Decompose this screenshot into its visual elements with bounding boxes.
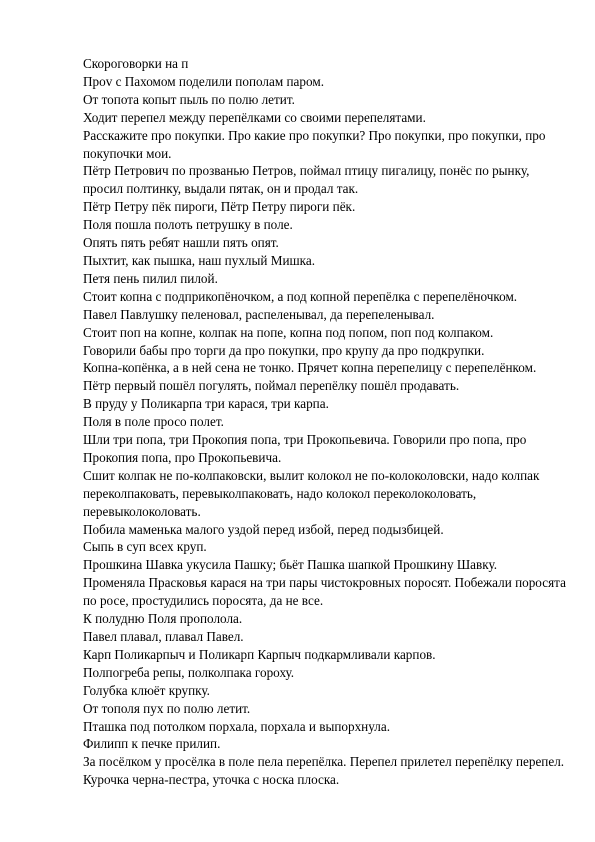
tongue-twister-line: От топота копыт пыль по полю летит. bbox=[83, 91, 295, 107]
tongue-twister-line: Расскажите про покупки. Про какие про покупки? Про покупки, про покупки, про покупочки мои. bbox=[83, 127, 546, 161]
tongue-twister-line: Сшит колпак не по-колпаковски, вылит колокол не по-колоколовски, надо колпак переколпаковать, перевыколпаковать, надо колокол переколоколовать, перевыколоколовать. bbox=[83, 467, 540, 519]
tongue-twister-line: Побила маменька малого уздой перед избой, перед подызбицей. bbox=[83, 521, 444, 537]
tongue-twister-line: Голубка клюёт крупку. bbox=[83, 682, 210, 698]
tongue-twister-line: Пыхтит, как пышка, наш пухлый Мишка. bbox=[83, 252, 316, 268]
document-title: Скороговорки на п bbox=[83, 56, 189, 71]
tongue-twister-line: Пташка под потолком порхала, порхала и выпорхнула. bbox=[83, 718, 390, 734]
tongue-twister-line: Опять пять ребят нашли пять опят. bbox=[83, 235, 279, 251]
tongue-twister-line: Пётр Петру пёк пироги, Пётр Петру пироги пёк. bbox=[83, 199, 356, 215]
tongue-twister-line: За посёлком у просёлка в поле пела перепёлка. Перепел прилетел перепёлку перепел. bbox=[83, 754, 565, 770]
tongue-twister-line: Пётр Петрович по прозванью Петров, поймал птицу пигалицу, понёс по рынку, просил полтинку, выдали пятак, он и продал так. bbox=[83, 163, 530, 197]
document-body bbox=[83, 55, 568, 789]
tongue-twister-line: Прошкина Шавка укусила Пашку; бьёт Пашка шапкой Прошкину Шавку. bbox=[83, 557, 498, 573]
tongue-twister-line: К полудню Поля прополола. bbox=[83, 611, 243, 627]
tongue-twister-line: Шли три попа, три Прокопия попа, три Прокопьевича. Говорили про попа, про Прокопия попа, про Прокопьевича. bbox=[83, 432, 527, 465]
tongue-twister-line: Карп Поликарпыч и Поликарп Карпыч подкармливали карпов. bbox=[83, 646, 436, 662]
tongue-twister-line: Петя пень пилил пилой. bbox=[83, 270, 218, 286]
tongue-twister-list bbox=[83, 73, 568, 789]
tongue-twister-line: Поля пошла полоть петрушку в поле. bbox=[83, 217, 293, 233]
tongue-twister-line: Павел Павлушку пеленовал, распеленывал, да перепеленывал. bbox=[83, 306, 435, 322]
tongue-twister-line: Копна-копёнка, а в ней сена не тонко. Прячет копна перепелицу с перепелёнком. bbox=[83, 360, 537, 376]
tongue-twister-line: Полпогреба репы, полколпака гороху. bbox=[83, 664, 295, 680]
tongue-twister-line: Говорили бабы про торги да про покупки, про крупу да про подкрупки. bbox=[83, 342, 485, 358]
tongue-twister-line: Филипп к печке прилип. bbox=[83, 736, 221, 752]
tongue-twister-line: Стоит копна с подприкопёночком, а под копной перепёлка с перепелёночком. bbox=[83, 288, 518, 304]
tongue-twister-line: Ходит перепел между перепёлками со своими перепелятами. bbox=[83, 109, 426, 125]
tongue-twister-line: Курочка черна-пестра, уточка с носка плоска. bbox=[83, 772, 340, 788]
tongue-twister-line: Стоит поп на копне, колпак на попе, копна под попом, поп под колпаком. bbox=[83, 324, 494, 340]
tongue-twister-line: Променяла Прасковья карася на три пары чистокровных поросят. Побежали поросята по росе, простудились поросята, да не все. bbox=[83, 575, 566, 609]
tongue-twister-line: От тополя пух по полю летит. bbox=[83, 700, 251, 716]
tongue-twister-line: Проv с Пахомом поделили пополам паром. bbox=[83, 73, 324, 89]
tongue-twister-line: Павел плавал, плавал Павел. bbox=[83, 629, 244, 644]
tongue-twister-line: Поля в поле просо полет. bbox=[83, 414, 224, 430]
tongue-twister-line: Пётр первый пошёл погулять, поймал перепёлку пошёл продавать. bbox=[83, 378, 460, 394]
tongue-twister-line: В пруду у Поликарпа три карася, три карпа. bbox=[83, 396, 329, 412]
tongue-twister-line: Сыпь в суп всех круп. bbox=[83, 539, 207, 555]
